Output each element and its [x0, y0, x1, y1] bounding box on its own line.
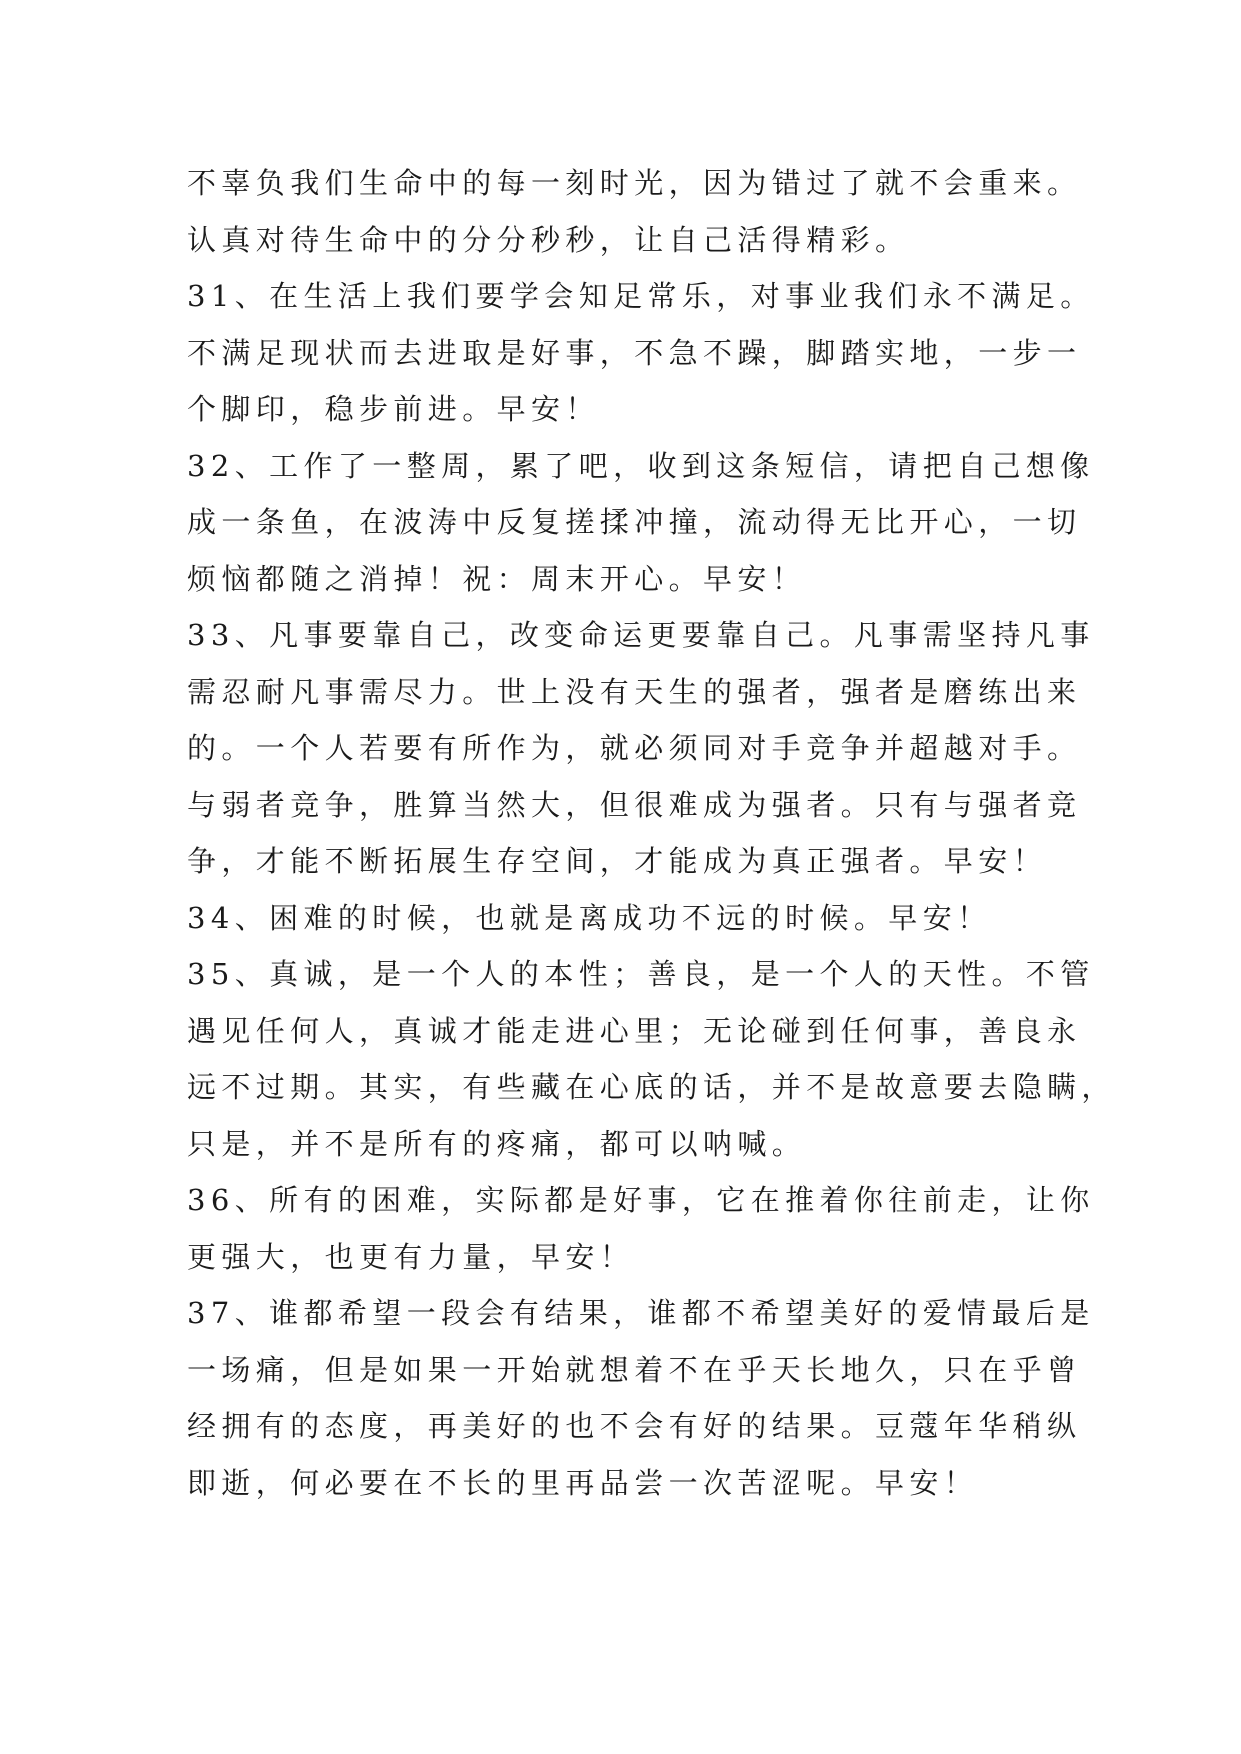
text-line: 只是，并不是所有的疼痛，都可以呐喊。 — [187, 1126, 807, 1161]
text-line: 不满足现状而去进取是好事，不急不躁，脚踏实地，一步一 — [187, 335, 1082, 370]
document-body — [187, 155, 1116, 1511]
text-line: 烦恼都随之消掉！祝：周末开心。早安！ — [187, 561, 807, 596]
text-line: 认真对待生命中的分分秒秒，让自己活得精彩。 — [187, 222, 910, 257]
text-line: 成一条鱼，在波涛中反复搓揉冲撞，流动得无比开心，一切 — [187, 505, 1082, 539]
text-line: 即逝，何必要在不长的里再品尝一次苦涩呢。早安！ — [187, 1465, 979, 1500]
text-line: 37、谁都希望一段会有结果，谁都不希望美好的爱情最后是 — [187, 1296, 1095, 1330]
text-line: 32、工作了一整周，累了吧，收到这条短信，请把自己想像 — [187, 448, 1095, 483]
text-line: 35、真诚，是一个人的本性；善良，是一个人的天性。不管 — [187, 957, 1095, 991]
text-line: 不辜负我们生命中的每一刻时光，因为错过了就不会重来。 — [187, 166, 1082, 200]
text-line: 一场痛，但是如果一开始就想着不在乎天长地久，只在乎曾 — [187, 1352, 1082, 1387]
text-line: 33、凡事要靠自己，改变命运更要靠自己。凡事需坚持凡事 — [187, 618, 1095, 652]
text-line: 争，才能不断拓展生存空间，才能成为真正强者。早安！ — [187, 844, 1048, 878]
text-line: 需忍耐凡事需尽力。世上没有天生的强者，强者是磨练出来 — [187, 674, 1082, 709]
text-line: 31、在生活上我们要学会知足常乐，对事业我们永不满足。 — [187, 279, 1095, 313]
text-line: 的。一个人若要有所作为，就必须同对手竞争并超越对手。 — [187, 731, 1082, 765]
text-line: 经拥有的态度，再美好的也不会有好的结果。豆蔻年华稍纵 — [187, 1409, 1082, 1443]
text-line: 个脚印，稳步前进。早安！ — [187, 392, 600, 426]
text-line: 更强大，也更有力量，早安！ — [187, 1239, 635, 1274]
text-line: 36、所有的困难，实际都是好事，它在推着你往前走，让你 — [187, 1183, 1095, 1217]
text-line: 与弱者竞争，胜算当然大，但很难成为强者。只有与强者竞 — [187, 787, 1082, 822]
text-line: 遇见任何人，真诚才能走进心里；无论碰到任何事，善良永 — [187, 1013, 1082, 1048]
text-line: 远不过期。其实，有些藏在心底的话，并不是故意要去隐瞒， — [187, 1070, 1116, 1104]
text-line: 34、困难的时候，也就是离成功不远的时候。早安！ — [187, 900, 992, 935]
